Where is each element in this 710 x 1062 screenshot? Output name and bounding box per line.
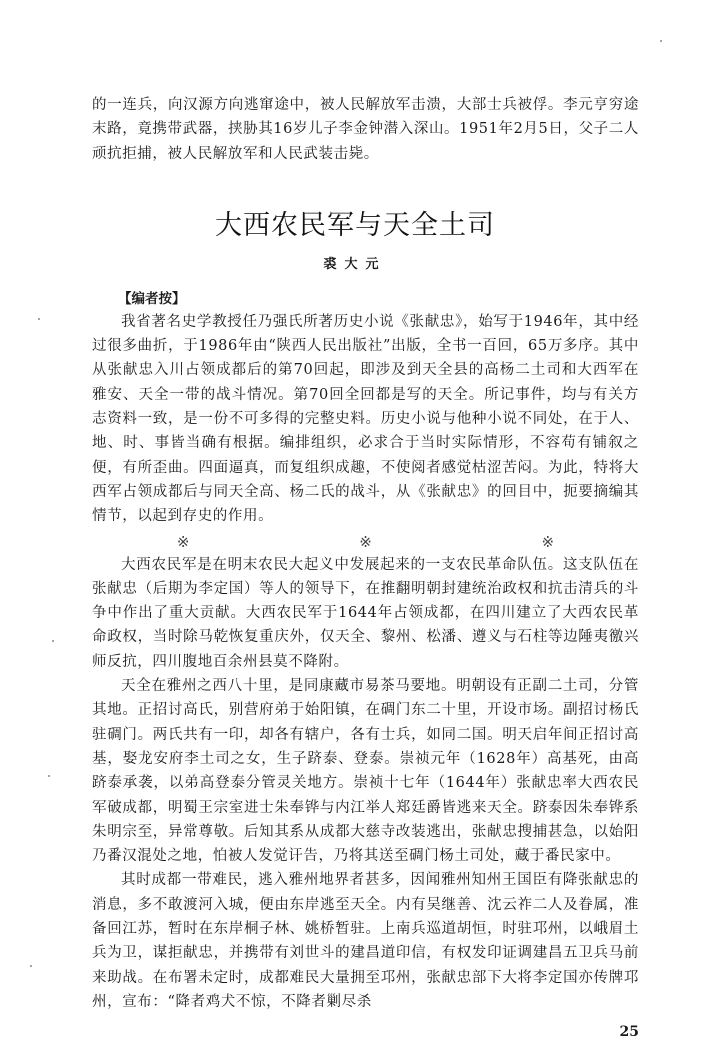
article-author: 裘大元: [323, 256, 387, 272]
section-divider: [92, 531, 639, 553]
scan-speck: [48, 775, 50, 777]
body-paragraph: 其时成都一带难民，逃入雅州地界者甚多，因闻雅州知州王国臣有降张献忠的消息，多不敢渡河入城，便由东岸逃至天全。内有吴继善、沈云祚二人及眷属，准备回江苏，暂时在东岸桐子林、姚桥暂驻。上南兵巡道胡恒，时驻邛州，以峨眉土兵为卫，谋拒献忠，并携带有刘世斗的建昌道印信，有权发印证调建昌五卫兵马前来助战。在布署未定时，成都难民大量拥至邛州，张献忠部下大将李定国亦传牌邛州，宣布：“降者鸡犬不惊，不降者剿尽杀: [92, 872, 639, 1010]
editor-note: 我省著名史学教授任乃强氏所著历史小说《张献忠》，始写于1946年，其中经过很多曲折，于1986年由“陕西人民出版社”出版，全书一百回，65万多序。其中从张献忠入川占领成都后的第70回起，即涉及到天全县的高杨二土司和大西军在雅安、天全一带的战斗情况。第70回全回都是写的天全。所记事件，均与有关方志资料一致，是一份不可多得的完整史料。历史小说与他种小说不同处，在于人、地、时、事皆当确有根据。编排组织，必求合于当时实际情形，不容苟有铺叙之便，有所歪曲。四面逼真，而复组织成趣，不使阅者感觉枯涩苦闷。为此，特将大西军占领成都后与同天全高、杨二氏的战斗，从《张献忠》的回目中，扼要摘编其情节，以起到存史的作用。: [92, 313, 639, 525]
article-title: 大西农民军与天全土司: [215, 209, 495, 241]
scan-speck: [38, 318, 40, 320]
body-paragraph: 天全在雅州之西八十里，是同康藏市易茶马要地。明朝设有正副二土司，分管其地。正招讨高氏，别营府弟于始阳镇，在碉门东二十里，开设市场。副招讨杨氏驻碉门。两氏共有一印，却各有辖户，各有士兵，如同二国。明天启年间正招讨高基，娶龙安府李土司之女，生子跻泰、登泰。崇祯元年（1628年）高基死，由高跻泰承袭，以弟高登泰分管灵关地方。崇祯十七年（1644年）张献忠率大西农民军破成都，明蜀王宗室进士朱奉铧与内江举人郑廷爵皆逃来天全。跻泰因朱奉铧系朱明宗至，异常尊敬。后知其系从成都大慈寺改装逃出，张献忠搜捕甚急，以始阳乃番汉混处之地，怕被人发觉讦告，乃将其送至碉门杨土司处，藏于番民家中。: [92, 678, 639, 865]
divider-mark: ※: [541, 532, 555, 551]
editor-note-label: 【编者按】: [118, 290, 186, 307]
body-paragraph: 大西农民军是在明末农民大起义中发展起来的一支农民革命队伍。这支队伍在张献忠（后期为李定国）等人的领导下，在推翻明朝封建统治政权和抗击清兵的斗争中作出了重大贡献。大西农民军于1644年占领成都，在四川建立了大西农民革命政权，当时除马乾恢复重庆外，仅天全、黎州、松潘、遵义与石柱等边陲夷徼兴师反抗，四川腹地百余州县莫不降附。: [92, 556, 639, 670]
scan-speck: [30, 965, 32, 967]
scan-speck: [660, 40, 662, 42]
scan-speck: [52, 640, 54, 642]
divider-mark: ※: [359, 532, 372, 551]
page-number: 25: [619, 1024, 639, 1041]
divider-mark: ※: [176, 532, 190, 551]
continuation-paragraph: 的一连兵，向汉源方向逃窜途中，被人民解放军击溃，大部士兵被俘。李元亨穷途末路，竟携带武器，挟胁其16岁儿子李金钟潜入深山。1951年2月5日，父子二人顽抗拒捕，被人民解放军和人民武装击毙。: [92, 97, 639, 162]
